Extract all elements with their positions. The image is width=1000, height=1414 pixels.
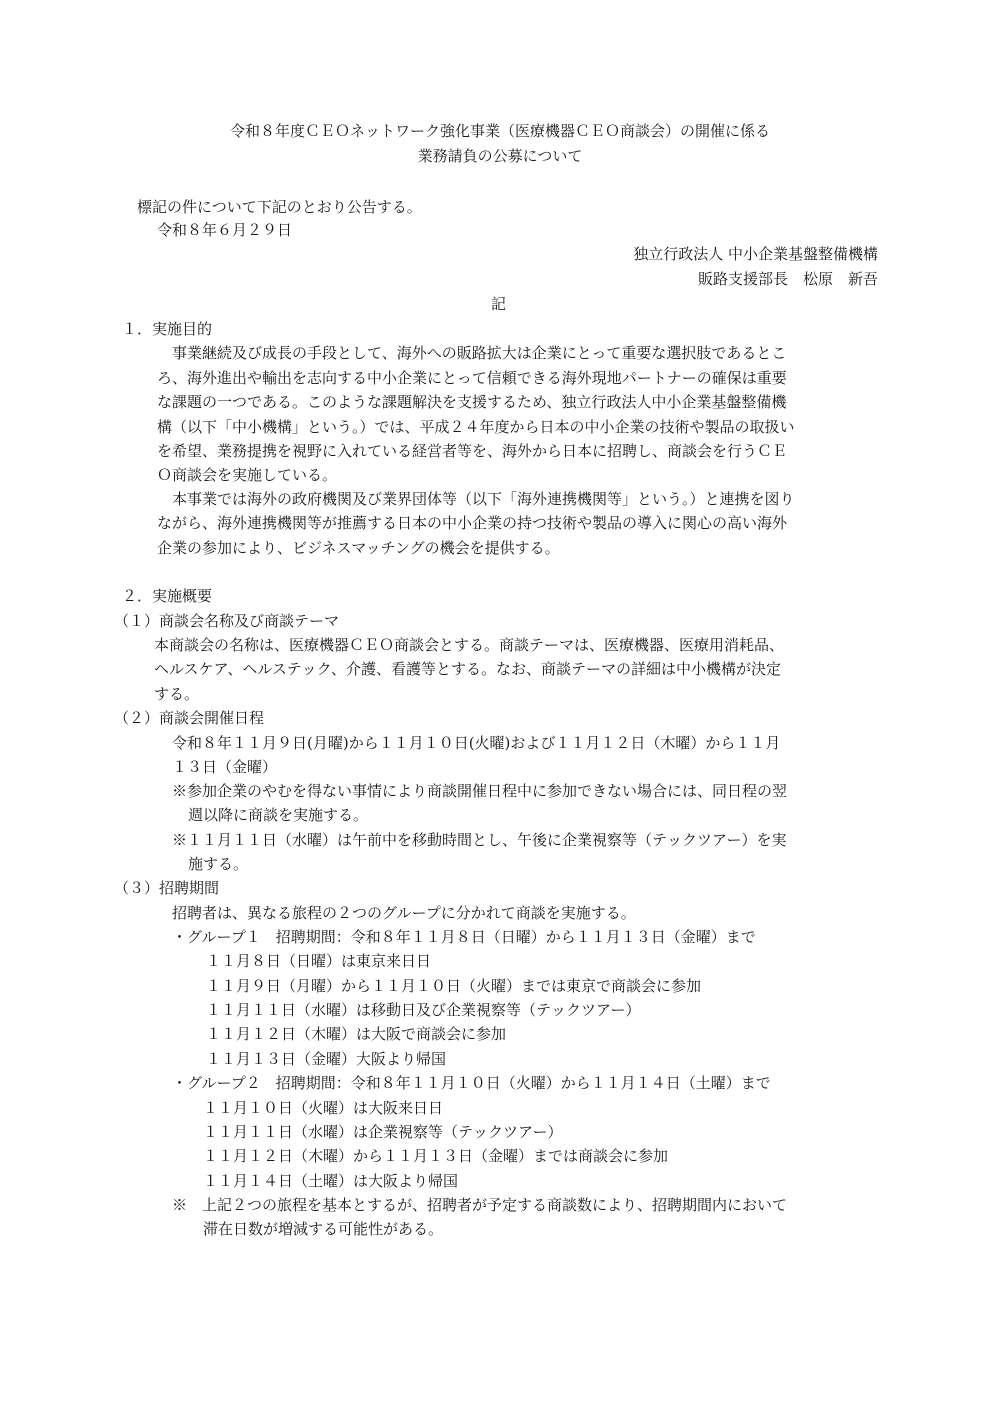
subsection2-line: 令和８年１１月９日(月曜)から１１月１０日(火曜)および１１月１２日（木曜）から１１月 [172, 734, 781, 752]
subsection2-line: １３日（金曜） [172, 758, 278, 776]
subsection3-intro: 招聘者は、異なる旅程の２つのグループに分かれて商談を実施する。 [172, 904, 636, 922]
document-title-line1: 令和８年度ＣＥＯネットワーク強化事業（医療機器ＣＥＯ商談会）の開催に係る [229, 122, 770, 140]
section1-line: 本事業では海外の政府機関及び業界団体等（以下「海外連携機関等」という。）と連携を図り [172, 490, 795, 508]
group1-item: １１月９日（月曜）から１１月１０日（火曜）までは東京で商談会に参加 [206, 977, 702, 995]
announcement-date: 令和８年６月２９日 [157, 221, 293, 239]
subsection2-note: ※１１月１１日（水曜）は午前中を移動時間とし、午後に企業視察等（テックツアー）を実 [172, 831, 787, 849]
subsection1-line: 本商談会の名称は、医療機器ＣＥＯ商談会とする。商談テーマは、医療機器、医療用消耗品、 [154, 636, 785, 654]
section1-heading: １．実施目的 [122, 320, 213, 338]
subsection2-note: ※参加企業のやむを得ない事情により商談開催日程中に参加できない場合には、同日程の翌 [172, 782, 788, 800]
section1-line: を希望、業務提携を視野に入れている経営者等を、海外から日本に招聘し、商談会を行うＣＥ [157, 442, 788, 460]
issuer-person: 販路支援部長 松原 新吾 [697, 270, 878, 288]
subsection1-line: する。 [154, 685, 200, 703]
intro-text: 標記の件について下記のとおり公告する。 [137, 198, 422, 216]
section1-line: 企業の参加により、ビジネスマッチングの機会を提供する。 [157, 539, 560, 557]
subsection1-heading: （１）商談会名称及び商談テーマ [114, 612, 340, 630]
subsection1-line: ヘルスケア、ヘルステック、介護、看護等とする。なお、商談テーマの詳細は中小機構が決定 [154, 660, 782, 678]
section1-line: 構（以下「中小機構」という。）では、平成２４年度から日本の中小企業の技術や製品の取扱い [157, 418, 795, 436]
group2-item: １１月１１日（水曜）は企業視察等（テックツアー） [203, 1123, 563, 1141]
subsection2-heading: （２）商談会開催日程 [114, 709, 265, 727]
itinerary-note: 滞在日数が増減する可能性がある。 [203, 1220, 444, 1238]
section1-line: 事業継続及び成長の手段として、海外への販路拡大は企業にとって重要な選択肢であるとこ [172, 344, 787, 362]
group1-item: １１月１２日（木曜）は大阪で商談会に参加 [206, 1025, 507, 1043]
section1-line: ろ、海外進出や輸出を志向する中小企業にとって信頼できる海外現地パートナーの確保は重要 [157, 369, 787, 387]
subsection3-heading: （３）招聘期間 [114, 879, 220, 897]
subsection2-note: 施する。 [188, 855, 249, 873]
section2-heading: ２．実施概要 [122, 587, 213, 605]
issuer-organization: 独立行政法人 中小企業基盤整備機構 [633, 245, 878, 263]
group2-item: １１月１４日（土曜）は大阪より帰国 [203, 1172, 459, 1190]
group1-item: １１月１３日（金曜）大阪より帰国 [206, 1050, 447, 1068]
ki-mark: 記 [491, 295, 507, 313]
itinerary-note: ※ 上記２つの旅程を基本とするが、招聘者が予定する商談数により、招聘期間内において [172, 1196, 788, 1214]
group1-item: １１月１１日（水曜）は移動日及び企業視察等（テックツアー） [206, 1001, 641, 1019]
section1-line: ながら、海外連携機関等が推薦する日本の中小企業の持つ技術や製品の導入に関心の高い海外 [157, 514, 788, 532]
group1-header: ・グループ１ 招聘期間：令和８年１１月８日（日曜）から１１月１３日（金曜）まで [172, 928, 756, 946]
section1-line: Ｏ商談会を実施している。 [157, 466, 338, 484]
document-title-line2: 業務請負の公募について [417, 147, 583, 165]
group2-item: １１月１０日（火曜）は大阪来日日 [203, 1099, 444, 1117]
section1-line: な課題の一つである。このような課題解決を支援するため、独立行政法人中小企業基盤整備機 [157, 393, 787, 411]
group1-item: １１月８日（日曜）は東京来日日 [206, 952, 432, 970]
group2-header: ・グループ２ 招聘期間：令和８年１１月１０日（火曜）から１１月１４日（土曜）まで [172, 1074, 771, 1092]
subsection2-note: 週以降に商談を実施する。 [188, 806, 369, 824]
group2-item: １１月１２日（木曜）から１１月１３日（金曜）までは商談会に参加 [203, 1147, 669, 1165]
